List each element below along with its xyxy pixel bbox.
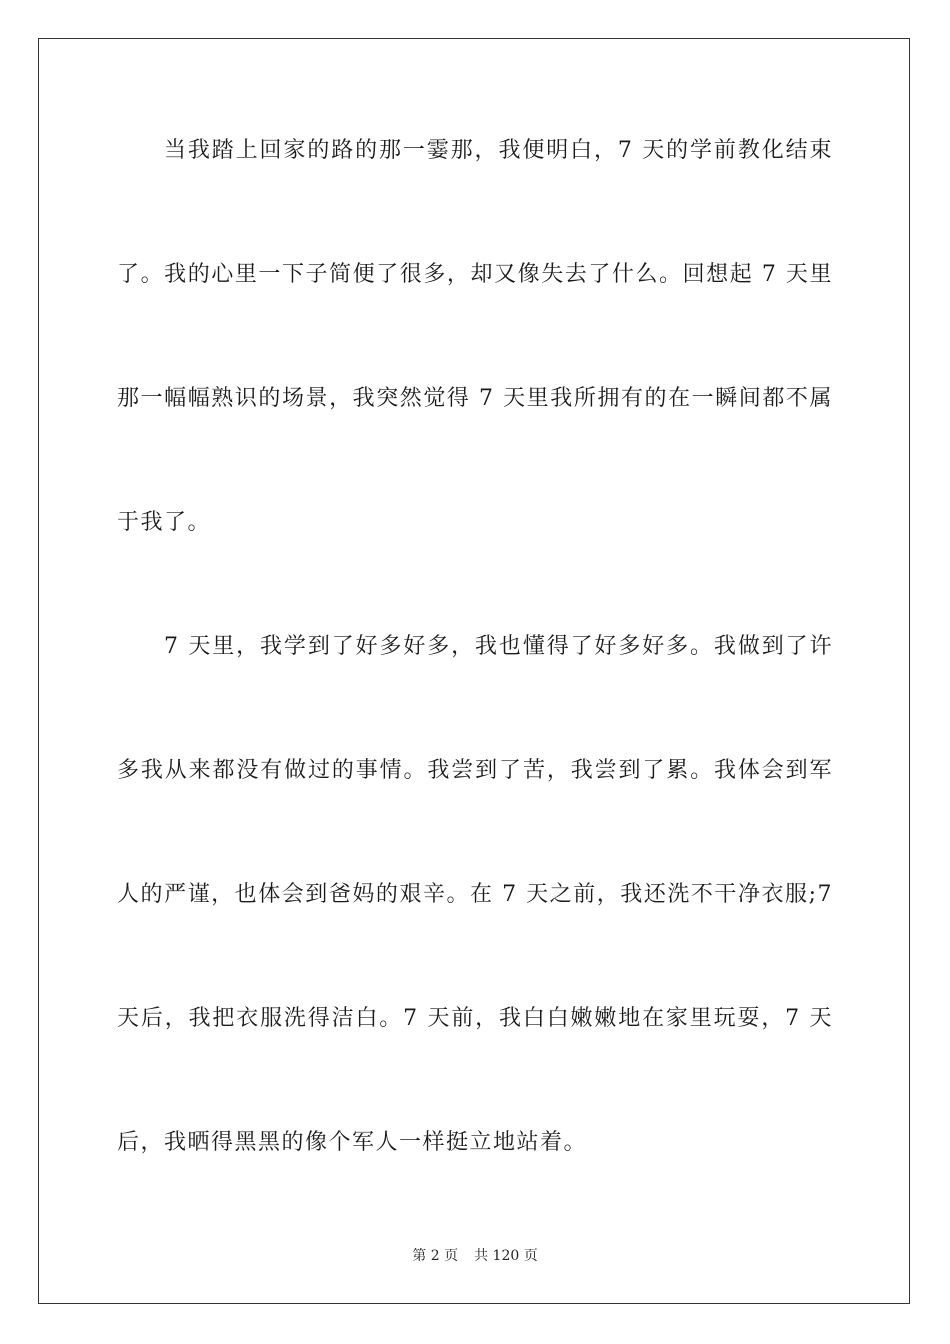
paragraph-1-line-2: 了。我的心里一下子简便了很多，却又像失去了什么。回想起 7 天里 (117, 262, 833, 287)
page-footer (0, 1246, 950, 1266)
page-total: 共 120 页 (474, 1248, 538, 1264)
paragraph-2-line-4: 天后，我把衣服洗得洁白。7 天前，我白白嫩嫩地在家里玩耍，7 天 (117, 1006, 833, 1031)
page-number: 第 2 页 (412, 1248, 459, 1264)
page-border (38, 38, 910, 1304)
paragraph-2-line-1: 7 天里，我学到了好多好多，我也懂得了好多好多。我做到了许 (164, 634, 833, 659)
paragraph-1-line-4: 于我了。 (117, 510, 212, 535)
paragraph-2-line-3: 人的严谨，也体会到爸妈的艰辛。在 7 天之前，我还洗不干净衣服;7 (117, 882, 833, 907)
paragraph-1-line-1: 当我踏上回家的路的那一霎那，我便明白，7 天的学前教化结束 (164, 138, 833, 163)
paragraph-2-line-5: 后，我晒得黑黑的像个军人一样挺立地站着。 (117, 1130, 588, 1155)
paragraph-1-line-3: 那一幅幅熟识的场景，我突然觉得 7 天里我所拥有的在一瞬间都不属 (117, 386, 833, 411)
paragraph-2-line-2: 多我从来都没有做过的事情。我尝到了苦，我尝到了累。我体会到军 (117, 758, 833, 783)
